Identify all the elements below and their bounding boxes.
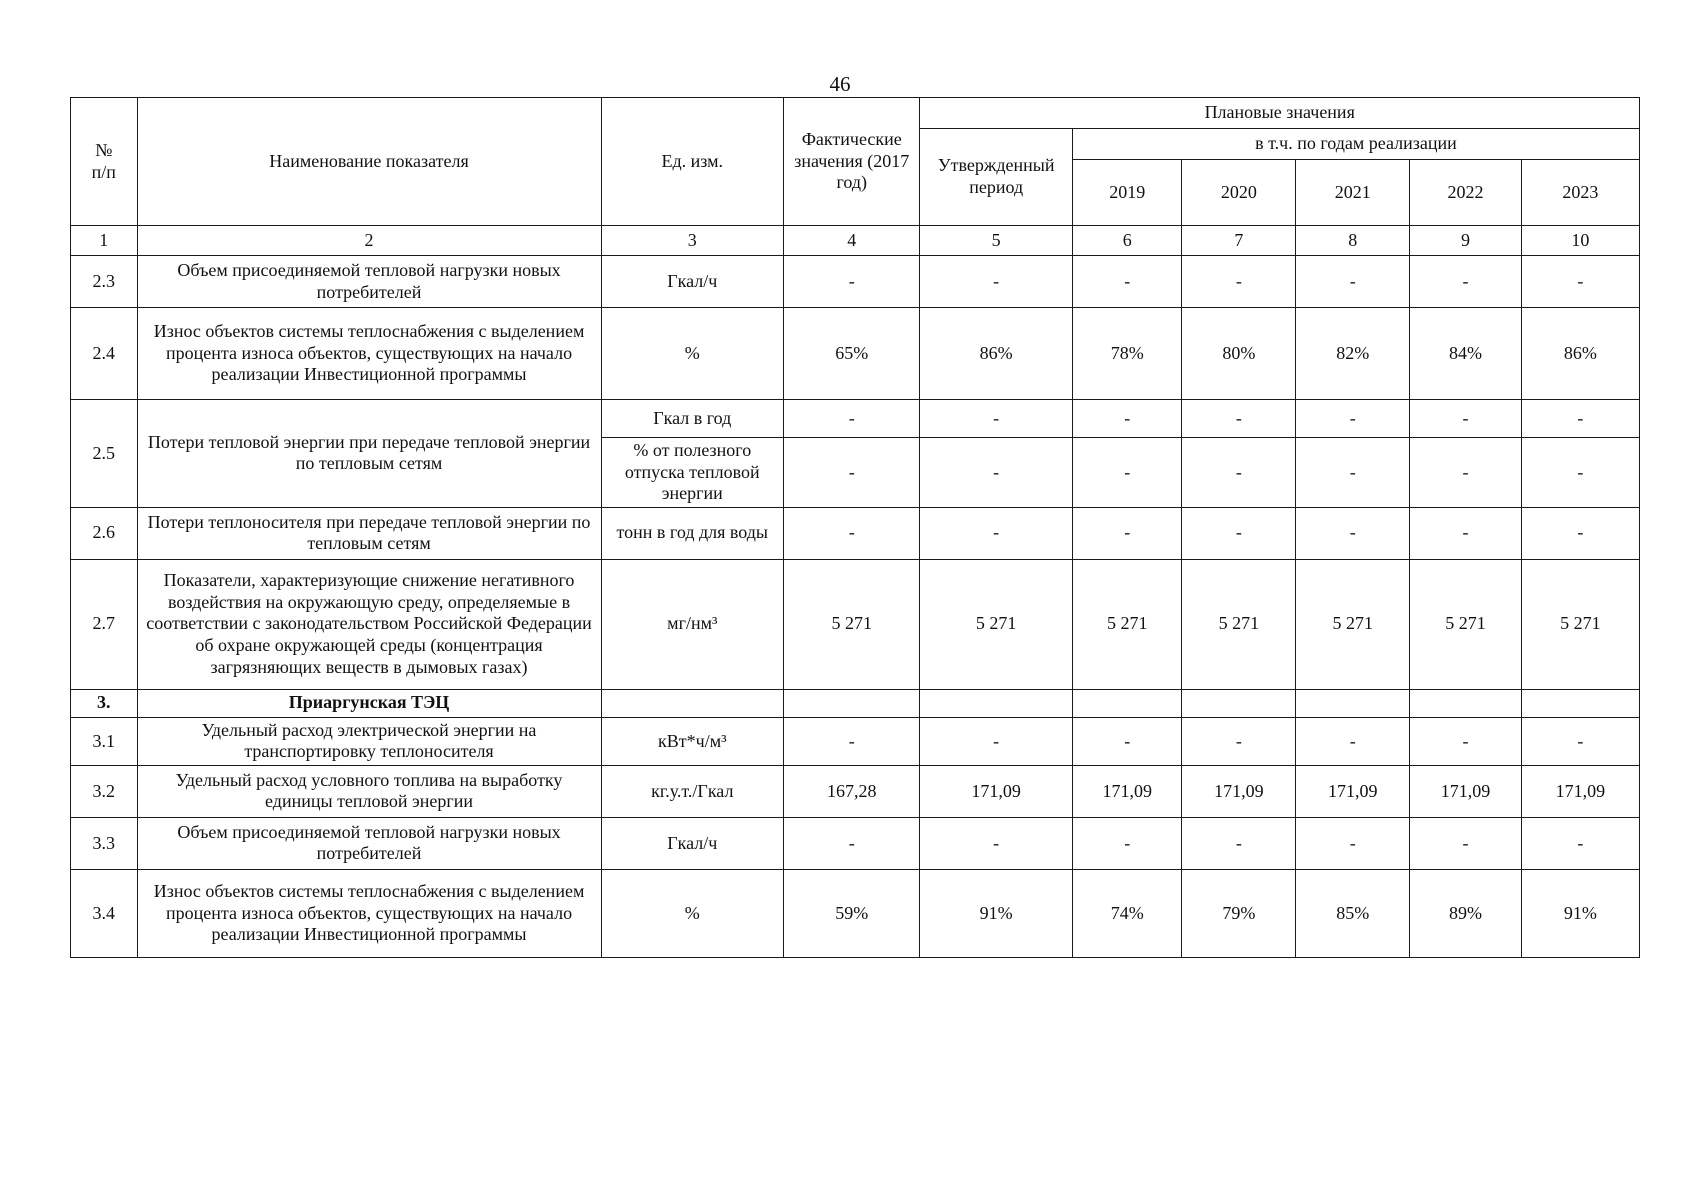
value-cell: 5 271 <box>1296 559 1410 689</box>
value-cell: 74% <box>1072 869 1182 957</box>
row-number: 2.4 <box>71 308 138 400</box>
row-number: 3.1 <box>71 717 138 765</box>
value-cell: - <box>1410 400 1522 438</box>
unit-cell: мг/нм³ <box>601 559 784 689</box>
value-cell: - <box>920 817 1072 869</box>
unit-cell: Гкал/ч <box>601 817 784 869</box>
table-row <box>71 559 1640 689</box>
value-cell: - <box>784 507 920 559</box>
value-cell: 89% <box>1410 869 1522 957</box>
empty-cell <box>1072 689 1182 717</box>
value-cell: 5 271 <box>920 559 1072 689</box>
value-cell: - <box>920 438 1072 508</box>
value-cell: - <box>1072 256 1182 308</box>
value-cell: - <box>1521 256 1639 308</box>
value-cell: - <box>1072 817 1182 869</box>
row-number: 2.5 <box>71 400 138 508</box>
value-cell: - <box>1182 400 1296 438</box>
value-cell: - <box>1521 507 1639 559</box>
unit-cell: кВт*ч/м³ <box>601 717 784 765</box>
table-row <box>71 717 1640 765</box>
value-cell: - <box>1182 817 1296 869</box>
value-cell: - <box>1410 717 1522 765</box>
value-cell: - <box>784 400 920 438</box>
indicator-name: Потери теплоносителя при передаче тепловой энергии по тепловым сетям <box>137 507 601 559</box>
empty-cell <box>1182 689 1296 717</box>
value-cell: - <box>1521 717 1639 765</box>
header-year-0: 2019 <box>1072 160 1182 226</box>
value-cell: 80% <box>1182 308 1296 400</box>
header-approved: Утвержденный период <box>920 129 1072 226</box>
indicator-name: Объем присоединяемой тепловой нагрузки новых потребителей <box>137 256 601 308</box>
value-cell: 171,09 <box>1521 765 1639 817</box>
value-cell: - <box>1182 507 1296 559</box>
value-cell: - <box>1072 400 1182 438</box>
table-row <box>71 507 1640 559</box>
table-row <box>71 765 1640 817</box>
value-cell: - <box>920 717 1072 765</box>
empty-cell <box>1296 689 1410 717</box>
unit-cell: Гкал/ч <box>601 256 784 308</box>
value-cell: 78% <box>1072 308 1182 400</box>
header-num: № п/п <box>71 98 138 226</box>
column-number: 9 <box>1410 226 1522 256</box>
unit-cell: Гкал в год <box>601 400 784 438</box>
unit-cell: кг.у.т./Гкал <box>601 765 784 817</box>
value-cell: - <box>784 817 920 869</box>
value-cell: 171,09 <box>1182 765 1296 817</box>
value-cell: 59% <box>784 869 920 957</box>
value-cell: 171,09 <box>1296 765 1410 817</box>
header-year-4: 2023 <box>1521 160 1639 226</box>
value-cell: - <box>1521 438 1639 508</box>
indicator-name: Объем присоединяемой тепловой нагрузки новых потребителей <box>137 817 601 869</box>
row-number: 3.4 <box>71 869 138 957</box>
column-number: 8 <box>1296 226 1410 256</box>
value-cell: - <box>920 507 1072 559</box>
column-number: 4 <box>784 226 920 256</box>
value-cell: 91% <box>920 869 1072 957</box>
value-cell: - <box>1521 400 1639 438</box>
column-number: 7 <box>1182 226 1296 256</box>
value-cell: 84% <box>1410 308 1522 400</box>
indicator-name: Удельный расход электрической энергии на транспортировку теплоносителя <box>137 717 601 765</box>
empty-cell <box>1410 689 1522 717</box>
value-cell: 167,28 <box>784 765 920 817</box>
value-cell: - <box>920 400 1072 438</box>
value-cell: - <box>1410 438 1522 508</box>
column-number: 3 <box>601 226 784 256</box>
column-number: 5 <box>920 226 1072 256</box>
empty-cell <box>601 689 784 717</box>
table-row <box>71 256 1640 308</box>
value-cell: 5 271 <box>1410 559 1522 689</box>
header-year-3: 2022 <box>1410 160 1522 226</box>
unit-cell: тонн в год для воды <box>601 507 784 559</box>
section-title: Приаргунская ТЭЦ <box>137 689 601 717</box>
row-number: 2.7 <box>71 559 138 689</box>
value-cell: - <box>784 256 920 308</box>
table-row <box>71 817 1640 869</box>
row-number: 3.3 <box>71 817 138 869</box>
value-cell: - <box>1072 507 1182 559</box>
value-cell: - <box>1296 717 1410 765</box>
page-number: 46 <box>829 72 851 96</box>
value-cell: 85% <box>1296 869 1410 957</box>
empty-cell <box>920 689 1072 717</box>
value-cell: 86% <box>1521 308 1639 400</box>
value-cell: 79% <box>1182 869 1296 957</box>
value-cell: 86% <box>920 308 1072 400</box>
value-cell: - <box>1072 438 1182 508</box>
header-year-2: 2021 <box>1296 160 1410 226</box>
header-plan: Плановые значения <box>920 98 1640 129</box>
column-number: 1 <box>71 226 138 256</box>
value-cell: - <box>1410 817 1522 869</box>
value-cell: 5 271 <box>1182 559 1296 689</box>
value-cell: - <box>1072 717 1182 765</box>
value-cell: - <box>784 717 920 765</box>
header-unit: Ед. изм. <box>601 98 784 226</box>
unit-cell: % от полезного отпуска тепловой энергии <box>601 438 784 508</box>
indicator-name: Потери тепловой энергии при передаче тепловой энергии по тепловым сетям <box>137 400 601 508</box>
indicator-name: Износ объектов системы теплоснабжения с выделением процента износа объектов, существующих на начало реализации Инвестиционной программы <box>137 308 601 400</box>
indicator-name: Удельный расход условного топлива на выработку единицы тепловой энергии <box>137 765 601 817</box>
row-number: 3. <box>71 689 138 717</box>
value-cell: - <box>1296 507 1410 559</box>
value-cell: 5 271 <box>1521 559 1639 689</box>
row-number: 3.2 <box>71 765 138 817</box>
value-cell: - <box>1410 507 1522 559</box>
value-cell: - <box>1296 400 1410 438</box>
header-name: Наименование показателя <box>137 98 601 226</box>
value-cell: - <box>1410 256 1522 308</box>
value-cell: 82% <box>1296 308 1410 400</box>
column-number: 2 <box>137 226 601 256</box>
value-cell: 171,09 <box>1410 765 1522 817</box>
header-by-years: в т.ч. по годам реализации <box>1072 129 1639 160</box>
value-cell: - <box>1296 256 1410 308</box>
column-number: 6 <box>1072 226 1182 256</box>
value-cell: 91% <box>1521 869 1639 957</box>
value-cell: - <box>1521 817 1639 869</box>
header-actual: Фактические значения (2017 год) <box>784 98 920 226</box>
value-cell: 5 271 <box>1072 559 1182 689</box>
column-number: 10 <box>1521 226 1639 256</box>
table-row <box>71 308 1640 400</box>
value-cell: 5 271 <box>784 559 920 689</box>
header-year-1: 2020 <box>1182 160 1296 226</box>
indicator-name: Износ объектов системы теплоснабжения с выделением процента износа объектов, существующих на начало реализации Инвестиционной программы <box>137 869 601 957</box>
value-cell: - <box>1296 438 1410 508</box>
empty-cell <box>784 689 920 717</box>
row-number: 2.3 <box>71 256 138 308</box>
value-cell: - <box>1182 717 1296 765</box>
value-cell: - <box>784 438 920 508</box>
table-row <box>71 400 1640 438</box>
row-number: 2.6 <box>71 507 138 559</box>
section-row <box>71 689 1640 717</box>
table-row <box>71 869 1640 957</box>
unit-cell: % <box>601 308 784 400</box>
value-cell: 171,09 <box>1072 765 1182 817</box>
value-cell: - <box>1182 256 1296 308</box>
value-cell: - <box>920 256 1072 308</box>
indicator-name: Показатели, характеризующие снижение негативного воздействия на окружающую среду, определяемые в соответствии с законодательством Российской Федерации об охране окружающей среды (концентрация загрязняющих веществ в дымовых газах) <box>137 559 601 689</box>
value-cell: - <box>1182 438 1296 508</box>
value-cell: 65% <box>784 308 920 400</box>
empty-cell <box>1521 689 1639 717</box>
value-cell: 171,09 <box>920 765 1072 817</box>
indicators-table <box>70 97 1640 958</box>
unit-cell: % <box>601 869 784 957</box>
value-cell: - <box>1296 817 1410 869</box>
